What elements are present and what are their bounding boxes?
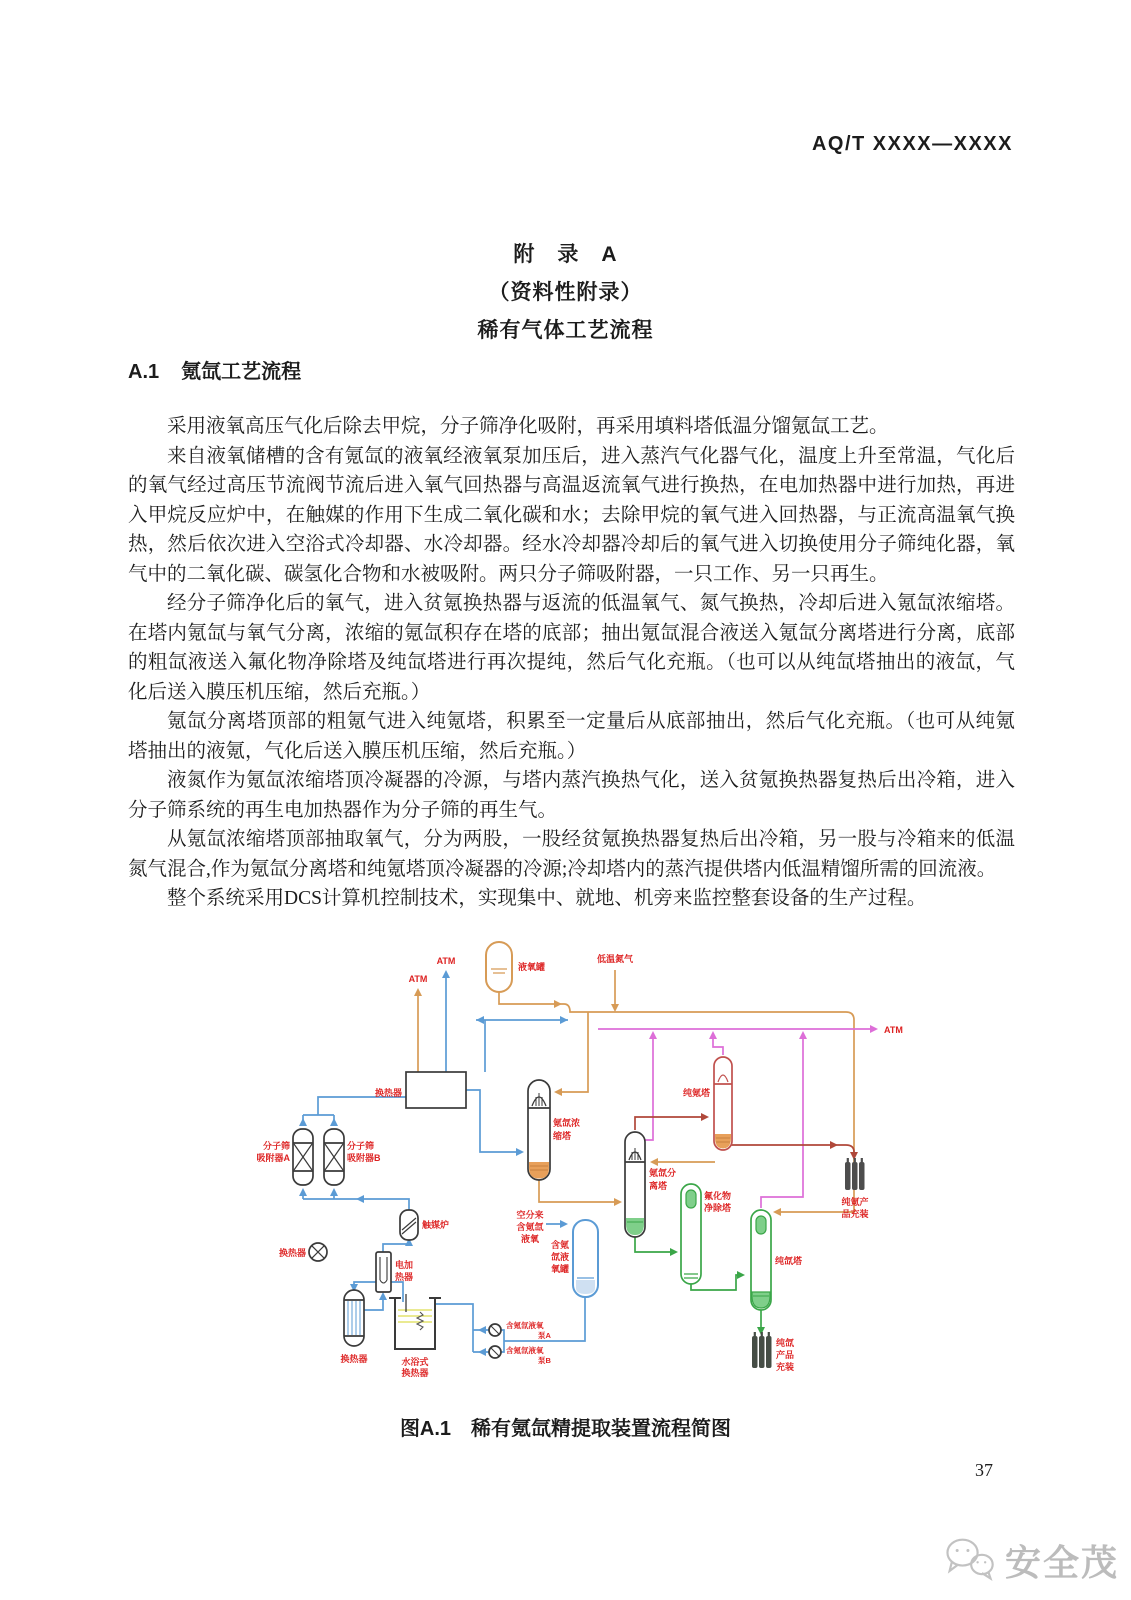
krypton-xenon-concentration-column [528,1080,550,1180]
svg-text:充装: 充装 [776,1362,795,1372]
label-water-bath: 水浴式 [401,1357,429,1367]
xenon-product-cylinders [752,1332,772,1368]
svg-text:泵A: 泵A [538,1331,551,1340]
paragraph-2: 来自液氧储槽的含有氪氙的液氧经液氧泵加压后，进入蒸汽气化器气化，温度上升至常温，气化后的氧气经过高压节流阀节流后进入氧气回热器与高温返流氧气进行换热，在电加热器中进行加热，再进入甲烷反应炉中，在触媒的作用下生成二氧化碳和水；去除甲烷的氧气进入回热器，与正流高温氧气换热，然后依次进入空浴式冷却器、水冷却器。经水冷却器冷却后的氧气进入切换使用分子筛纯化器，氧气中的二氧化碳、碳氢化合物和水被吸附。两只分子筛吸附器，一只工作、另一只再生。 [128,445,1015,585]
fluoride-removal-column [681,1184,701,1284]
svg-text:泵B: 泵B [538,1356,551,1365]
paragraph-7: 整个系统采用DCS计算机控制技术，实现集中、就地、机旁来监控整套设备的生产过程。 [167,888,927,909]
feed-lox-tank [573,1220,598,1297]
krypton-xenon-separation-column [625,1132,645,1237]
label-sieve-b: 分子筛 [347,1141,375,1151]
lox-vaporizer-tank [486,942,512,992]
svg-text:氧罐: 氧罐 [550,1264,569,1274]
appendix-subtitle: （资料性附录） [488,281,643,304]
label-atm-mid: ATM [436,956,456,966]
svg-text:热器: 热器 [395,1272,414,1282]
body-paragraphs [128,412,1015,914]
label-atm-left: ATM [408,974,428,984]
section-title: 氪氙工艺流程 [181,361,302,383]
label-fluoride-column: 氟化物 [704,1191,732,1201]
paragraph-3: 经分子筛净化后的氧气，进入贫氪换热器与返流的低温氧气、氮气换热，冷却后进入氪氙浓缩塔。在塔内氪氙与氧气分离，浓缩的氪氙积存在塔的底部；抽出氪氙混合液送入氪氙分离塔进行分离，底部的粗氙液送入氟化物净除塔及纯氙塔进行再次提纯，然后气化充瓶。（也可以从纯氙塔抽出的液氙，气化后送入膜压机压缩，然后充瓶。） [128,593,1015,703]
electric-heater [376,1252,391,1292]
label-hx-main: 换热器 [374,1088,402,1098]
label-lox-tank: 液氧罐 [518,962,546,972]
watermark [941,1534,1119,1587]
svg-text:换热器: 换热器 [401,1368,429,1378]
label-pump-a: 含氪氙液氧 [506,1321,544,1330]
svg-text:净除塔: 净除塔 [704,1203,732,1213]
paragraph-5: 液氮作为氪氙浓缩塔顶冷凝器的冷源，与塔内蒸汽换热气化，送入贫氪换热器复热后出冷箱，进入分子筛系统的再生电加热器作为分子筛的再生气。 [128,770,1015,821]
water-bath-heat-exchanger [389,1294,441,1349]
label-xe-product: 纯氙 [776,1338,795,1348]
svg-text:产品: 产品 [776,1350,795,1360]
svg-text:吸附器A: 吸附器A [256,1153,290,1163]
label-xe-column: 纯氙塔 [775,1256,803,1266]
paragraph-4: 氪氙分离塔顶部的粗氪气进入纯氪塔，积累至一定量后从底部抽出，然后气化充瓶。（也可从纯氪塔抽出的液氪，气化后送入膜压机压缩，然后充瓶。） [128,711,1015,762]
label-kr-product: 纯氪产 [841,1197,869,1207]
pure-krypton-column [714,1057,732,1150]
appendix-title: 附 录 A [513,243,618,266]
svg-text:离塔: 离塔 [649,1181,668,1191]
pipes-krypton-brown [635,1117,854,1158]
section-number: A.1 [128,361,160,383]
label-atm-right: ATM [884,1025,903,1035]
svg-text:吸附器B: 吸附器B [347,1153,381,1163]
label-kr-column: 纯氪塔 [682,1088,710,1098]
appendix-topic: 稀有气体工艺流程 [477,319,654,342]
svg-text:氙液: 氙液 [550,1252,569,1262]
catalyst-furnace [400,1210,418,1240]
figure-caption: 图A.1 稀有氪氙精提取装置流程简图 [399,1418,732,1440]
label-sieve-a: 分子筛 [262,1141,290,1151]
sieve-adsorber-b [324,1129,344,1185]
svg-text:品充装: 品充装 [841,1209,869,1219]
paragraph-1: 采用液氧高压气化后除去甲烷，分子筛净化吸附，再采用填料塔低温分馏氪氙工艺。 [167,416,889,437]
paragraph-6: 从氪氙浓缩塔顶部抽取氧气，分为两股，一股经贫氪换热器复热后出冷箱，另一股与冷箱来的低温氮气混合,作为氪氙分离塔和纯氪塔顶冷凝器的冷源;冷却塔内的蒸汽提供塔内低温精馏所需的回流液。 [128,829,1015,880]
watermark-text: 安全茂 [1004,1542,1119,1583]
page-number: 37 [975,1460,993,1480]
circle-heat-exchanger [309,1243,327,1261]
standard-number-header: AQ/T XXXX—XXXX [811,133,1013,155]
pure-xenon-column [751,1210,771,1310]
label-sep-column: 氪氙分 [649,1168,677,1178]
krypton-product-cylinders [845,1158,865,1190]
label-catalyst: 触媒炉 [422,1220,450,1230]
lox-pump-a [489,1324,501,1336]
sieve-adsorber-a [293,1129,313,1185]
svg-text:含氪氙: 含氪氙 [516,1222,544,1232]
label-conc-column: 氪氙浓 [553,1118,581,1128]
label-hx-circle: 换热器 [278,1248,306,1258]
process-flow-diagram [248,912,912,1386]
main-heat-exchanger [406,1072,466,1108]
wechat-logo-icon [941,1534,997,1587]
label-hx-shell: 换热器 [340,1354,368,1364]
lox-pump-b [489,1346,501,1358]
arrows-nitrogen-magenta [649,1025,878,1039]
label-pump-b: 含氪氙液氧 [506,1346,544,1355]
section-heading [128,355,301,384]
shell-tube-heat-exchanger [344,1290,364,1346]
svg-text:缩塔: 缩塔 [553,1131,572,1141]
label-lt-nitrogen: 低温氮气 [596,954,634,964]
appendix-title-block [0,236,1131,350]
label-feed-tank: 含氪 [550,1240,569,1250]
label-eheater: 电加 [395,1260,414,1270]
svg-text:液氧: 液氧 [520,1234,540,1244]
label-feed-line: 空分来 [516,1210,544,1220]
